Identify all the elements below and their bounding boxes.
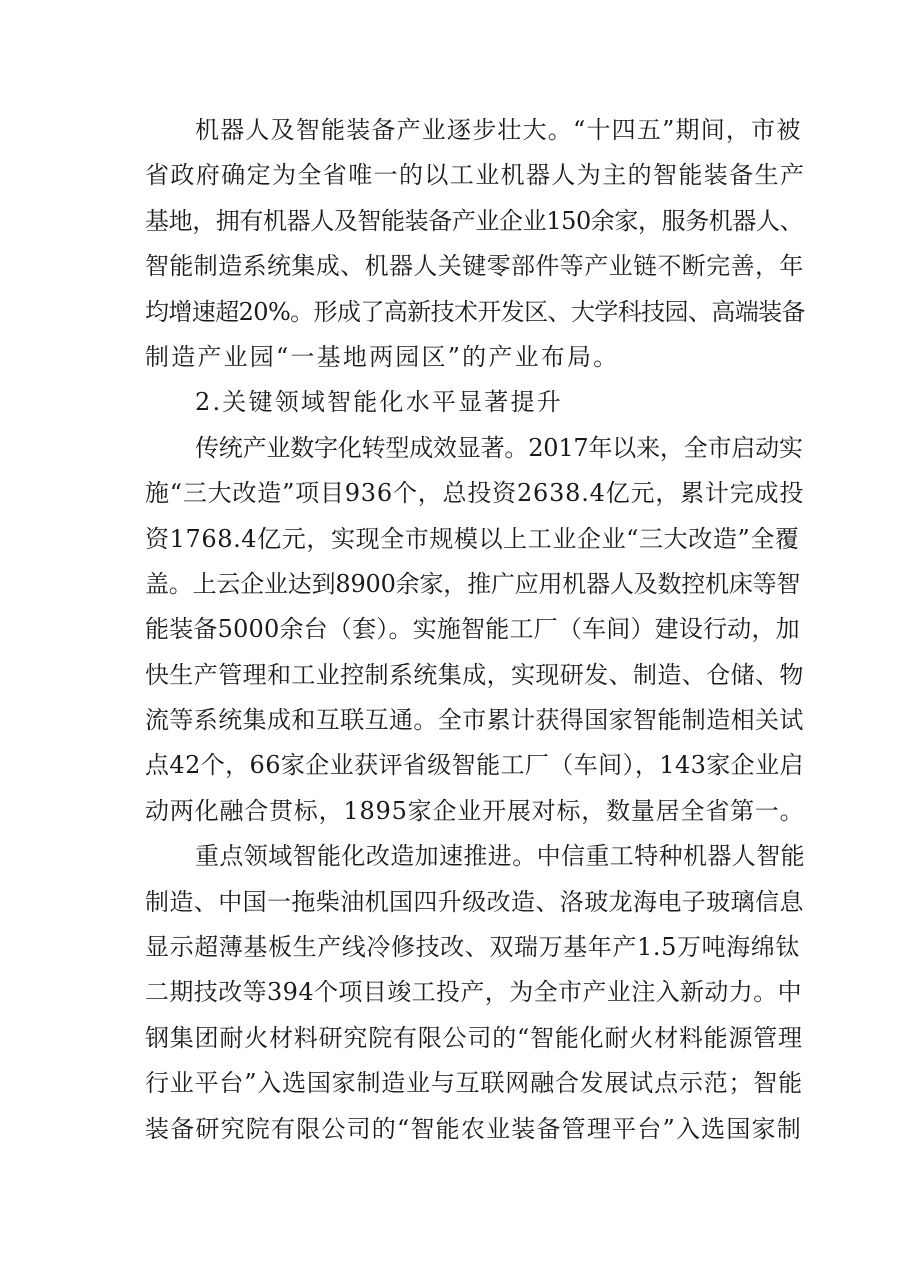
text-line: 制造、中国一拖柴油机国四升级改造、洛玻龙海电子玻璃信息	[145, 887, 804, 916]
paragraph-key-sectors	[145, 834, 805, 1152]
text-line: 快生产管理和工业控制系统集成，实现研发、制造、仓储、物	[145, 660, 804, 689]
text-line: 资1768.4亿元，实现全市规模以上工业企业“三大改造”全覆	[145, 524, 800, 553]
text-line: 基地，拥有机器人及智能装备产业企业150余家，服务机器人、	[145, 206, 804, 235]
text-line: 流等系统集成和互联互通。全市累计获得国家智能制造相关试	[145, 706, 804, 735]
text-line: 施“三大改造”项目936个，总投资2638.4亿元，累计完成投	[145, 479, 805, 508]
text-line: 钢集团耐火材料研究院有限公司的“智能化耐火材料能源管理	[145, 1023, 803, 1052]
document-body	[145, 108, 805, 1152]
section-heading	[145, 380, 805, 425]
text-line: 均增速超20%。形成了高新技术开发区、大学科技园、高端装备	[145, 297, 805, 326]
text-line: 装备研究院有限公司的“智能农业装备管理平台”入选国家制	[145, 1114, 802, 1143]
text-line: 显示超薄基板生产线冷修技改、双瑞万基年产1.5万吨海绵钛	[145, 933, 800, 962]
text-line: 二期技改等394个项目竣工投产，为全市产业注入新动力。中	[145, 978, 803, 1007]
text-line: 机器人及智能装备产业逐步壮大。“十四五”期间，市被	[195, 116, 802, 144]
text-line: 行业平台”入选国家制造业与互联网融合发展试点示范；智能	[145, 1069, 803, 1098]
text-line: 智能制造系统集成、机器人关键零部件等产业链不断完善，年	[145, 252, 804, 281]
text-line: 动两化融合贯标，1895家企业开展对标，数量居全省第一。	[145, 796, 805, 825]
paragraph-digital-transformation	[145, 426, 805, 835]
text-line: 盖。上云企业达到8900余家，推广应用机器人及数控机床等智	[145, 569, 801, 598]
text-line: 省政府确定为全省唯一的以工业机器人为主的智能装备生产	[145, 161, 806, 190]
paragraph-robot-industry	[145, 108, 805, 380]
text-line: 传统产业数字化转型成效显著。2017年以来，全市启动实	[195, 433, 803, 462]
text-line: 制造产业园“一基地两园区”的产业布局。	[145, 342, 620, 371]
text-line: 重点领域智能化改造加速推进。中信重工特种机器人智能	[195, 842, 805, 871]
section-heading-text: 2.关键领域智能化水平显著提升	[195, 388, 563, 417]
text-line: 点42个，66家企业获评省级智能工厂（车间），143家企业启	[145, 751, 804, 780]
text-line: 能装备5000余台（套）。实施智能工厂（车间）建设行动，加	[145, 615, 800, 644]
